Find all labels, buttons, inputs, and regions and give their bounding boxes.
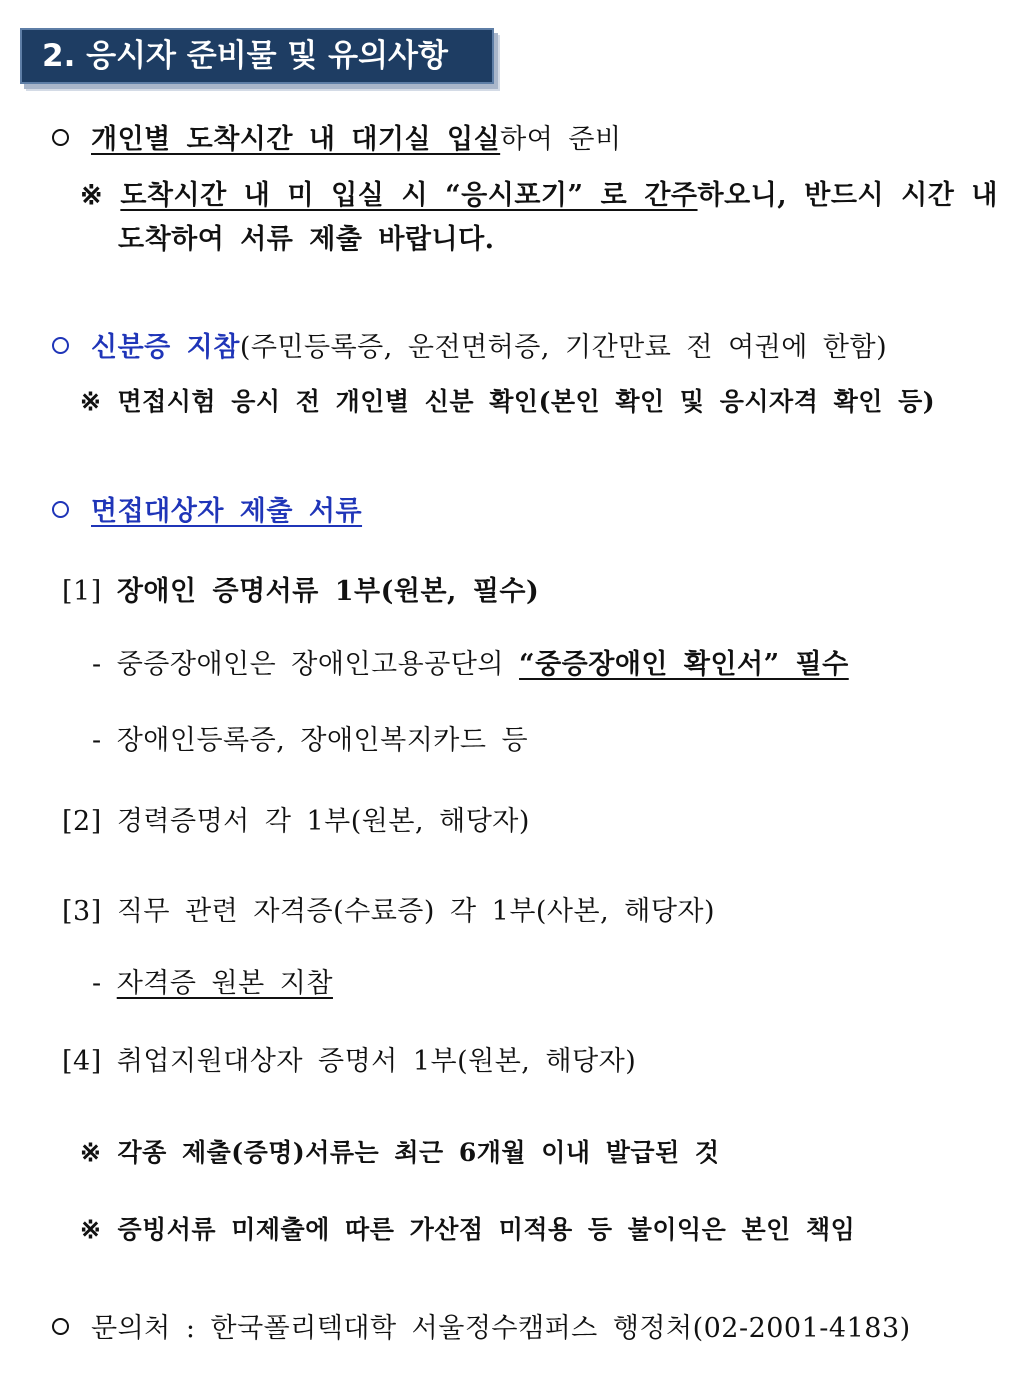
document-item-3-sub-1-text: 자격증 원본 지참: [116, 968, 333, 999]
document-item-4-text: 취업지원대상자 증명서 1부(원본, 해당자): [116, 1046, 637, 1077]
contact-item: [52, 1311, 911, 1347]
id-card-main-emphasis: 신분증 지참: [91, 332, 240, 363]
document-item-1-sub-1: [92, 647, 849, 683]
circle-bullet-icon: [52, 337, 69, 354]
arrival-note-emphasis: 도착시간 내 미 입실 시 “응시포기” 로 간주: [120, 180, 698, 211]
contact-text: 문의처 : 한국폴리텍대학 서울정수캠퍼스 행정처(02-2001-4183): [91, 1313, 911, 1344]
id-card-note: [80, 384, 935, 420]
documents-heading-wrap: [52, 496, 362, 527]
documents-note-2-text: 증빙서류 미제출에 따른 가산점 미적용 등 불이익은 본인 책임: [117, 1215, 856, 1244]
documents-note-2: [80, 1212, 855, 1248]
section-title: [20, 28, 494, 84]
document-item-2-text: 경력증명서 각 1부(원본, 해당자): [116, 806, 530, 837]
circle-bullet-icon: [52, 129, 69, 146]
document-item-1-sub-1-emphasis: “중증장애인 확인서” 필수: [519, 649, 849, 680]
circle-bullet-icon: [52, 501, 69, 518]
documents-heading: [52, 494, 362, 530]
document-item-2: [62, 804, 530, 840]
document-item-1: [62, 574, 539, 610]
documents-note-1: [80, 1135, 720, 1171]
arrival-note-line2-text: 도착하여 서류 제출 바랍니다.: [118, 224, 495, 255]
document-item-1-sub-2: [92, 723, 528, 759]
dash-bullet: -: [92, 649, 102, 680]
document-item-1-sub-2-text: 장애인등록증, 장애인복지카드 등: [116, 725, 529, 756]
document-item-4: [62, 1044, 636, 1080]
document-item-1-text: 장애인 증명서류 1부(원본, 필수): [116, 576, 540, 607]
arrival-note-rest: 하오니, 반드시 시간 내: [697, 180, 999, 211]
document-item-2-number: [2]: [62, 806, 102, 837]
document-item-1-number: [1]: [62, 576, 102, 607]
documents-heading-text: 면접대상자 제출 서류: [91, 496, 363, 527]
arrival-main-rest: 하여 준비: [500, 124, 622, 155]
section-title-text: 2. 응시자 준비물 및 유의사항: [42, 38, 448, 74]
dash-bullet: -: [92, 725, 102, 756]
documents-note-1-text: 각종 제출(증명)서류는 최근 6개월 이내 발급된 것: [117, 1138, 720, 1167]
document-item-3: [62, 894, 715, 930]
document-item-3-sub-1: [92, 966, 333, 1002]
document-item-3-number: [3]: [62, 896, 102, 927]
document-item-1-sub-1-text: 중증장애인은 장애인고용공단의: [116, 649, 504, 680]
arrival-note-line2: [118, 222, 495, 258]
id-card-item: [52, 330, 887, 366]
document-item-3-text: 직무 관련 자격증(수료증) 각 1부(사본, 해당자): [116, 896, 716, 927]
reference-mark-icon: ※: [80, 1138, 102, 1167]
reference-mark-icon: ※: [80, 1215, 102, 1244]
arrival-item: [52, 122, 622, 158]
arrival-note: [80, 178, 998, 214]
reference-mark-icon: ※: [80, 180, 105, 211]
dash-bullet: -: [92, 968, 102, 999]
document-item-4-number: [4]: [62, 1046, 102, 1077]
arrival-main-emphasis: 개인별 도착시간 내 대기실 입실: [91, 124, 501, 155]
reference-mark-icon: ※: [80, 387, 102, 416]
id-card-note-text: 면접시험 응시 전 개인별 신분 확인(본인 확인 및 응시자격 확인 등): [117, 387, 936, 416]
id-card-main-rest: (주민등록증, 운전면허증, 기간만료 전 여권에 한함): [239, 332, 888, 363]
circle-bullet-icon: [52, 1318, 69, 1335]
